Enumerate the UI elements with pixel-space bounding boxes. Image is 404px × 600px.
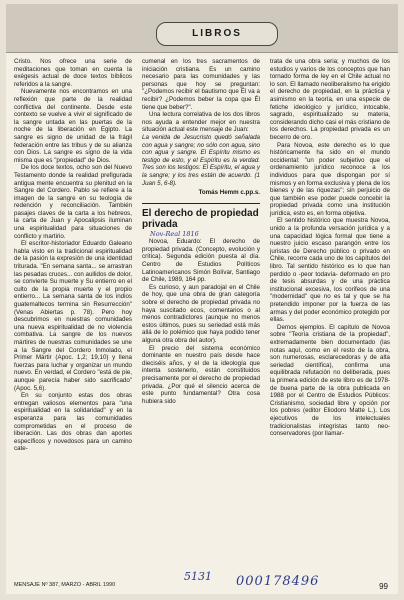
paragraph: El precio del sistema económico dominante en nuestro país desde hace dieciséis años, y el de la ideología que intenta sostenerlo, están constituidos precisamente por el derecho de propiedad privada. ¿Por qué el silencio acerca de este punto fundamental? Otra cosa hubiera sido — [142, 344, 260, 405]
section-title: LIBROS — [156, 22, 278, 46]
paragraph: El sentido histórico que muestra Novoa, unido a la profunda versación jurídica y a una capacidad lógica formal que tiene a nuestro juicio escaso parangón entre los juristas de Derecho público o privado en Chile, recorre cada uno de los capítulos del libro. Tal sentido histórico es lo que han perdido o -peor todavía- deformado en pro de tesis absurdas y de una práctica institucional excesiva, los corifeos de una "modernidad" que no es tal y que se ha pretendido imponer por la fuerza de las armas y del poder económico protegido por ellas. — [270, 217, 390, 324]
review-signature: Tomás Hemm c.pp.s. — [198, 189, 260, 197]
book-citation: Novoa, Eduardo: El derecho de propiedad privada. (Concepto, evolución y crítica). Segunda edición puesta al día. Centro de Estudios Políticos Latinoamericanos Simón Bolívar, Santiago de Chile, 1989, 164 pp. — [142, 238, 260, 284]
archive-stamp: 5131 — [184, 570, 212, 583]
divider — [142, 203, 260, 204]
paragraph: En su conjunto estas dos obras entregan valiosos elementos para "una espiritualidad en la solidaridad" y en la esperanza para las comunidades comprometidas en el proceso de liberación. Las dos obras dan aportes específicos y novedosos para un camino cate- — [14, 392, 132, 453]
paragraph: Una lectura correlativa de los dos libros nos ayuda a entender mejor en nuestra situación actual este mensaje de Juan: — [142, 111, 260, 134]
page-number: 99 — [379, 582, 388, 591]
magazine-page — [6, 4, 398, 594]
paragraph: Demos ejemplos. El capítulo de Novoa sobre "Teoría cristiana de la propiedad", extremadamente bien documentado (las notas aquí, como en el resto de la obra, son numerosas, esclarecedoras y de alta seriedad científica), confirma una equilibrada refutación no deliberada, pues la primera edición de este libro es de 1978- de buena parte de la obra publicada en 1988 por el Centro de Estudios Públicos: Cristianismo, sociedad libre y opción por los pobres (editor Eliodoro Matte L.). Los ejecutivos de los intelectuales tradicionalistas integristas tanto neo-conservadores (por llamar- — [270, 323, 390, 438]
paragraph: De los doce textos, ocho son del Nuevo Testamento donde la realidad prefigurada antigua mente encuentra su plenitud en la Sangre del Cordero. Pablo se refiere a la imagen de la sangre en su teología de redención y reconciliación. También pasajes claves de la carta a los hebreos, la carta de Juan y Apocalipsis iluminan una espiritualidad para situaciones de conflicto y martirio. — [14, 164, 132, 240]
paragraph: Cristo. Nos ofrece una serie de meditaciones que toman en cuenta la exégesis actual de doce textos bíblicos referidos a la sangre. — [14, 58, 132, 88]
column-2 — [142, 58, 260, 405]
header-band — [6, 4, 398, 53]
paragraph: Nuevamente nos encontramos en una reflexión que parte de la realidad conflictiva del continente. Desde este contexto se vuelve a vivir el significado de la sangre untada en las puertas de la noche de la liberación en Egipto. La sangre es signo de unidad de la frágil federación entre las tribus y de su alianza con Dios. La sangre es signo de la vida misma que es "propiedad" de Dios. — [14, 88, 132, 164]
article-title: El derecho de propiedad privada — [142, 207, 259, 230]
paragraph: cumenal en los tres sacramentos de iniciación cristiana. Es un camino necesario para las comunidades y las personas que hoy se preguntan: "¿Podemos recibir el bautismo que Él va a recibir? ¿Podemos beber la copa que Él tiene que beber?". — [142, 58, 260, 111]
bible-quote: La venida de Jesucristo quedó señalada con agua y sangre; no sólo con agua, sino con agua y sangre. El Espíritu mismo es testigo de esto, y el Espíritu es la verdad. Tres son los testigos: El Espíritu, el agua y la sangre; y los tres están de acuerdo. (1 Juan 5, 6-8). — [142, 133, 260, 187]
paragraph: Para Novoa, este derecho es lo que históricamente ha sido en el mundo occidental: "un poder subjetivo que el ordenamiento jurídico reconoce a los individuos para que dispongan por sí mismos y en forma exclusiva y plena de los bienes y de las riquezas"; sin perjuicio de que también ese poder puede concebir la propiedad privada como una institución jurídica, esto es, en forma objetiva. — [270, 141, 390, 217]
column-3 — [270, 58, 390, 438]
paragraph: trata de una obra seria; y muchos de los estudios y varios de los conceptos que han tornado forma de ley en el Chile actual no lo son. El llamado neoliberalismo ha erigido el derecho de propiedad, en la práctica y asimismo en la teoría, en una especie de fetiche ideológico y jurídico, intocable, sagrado, espiritualizado su materia, considerando dicho casi el más cristiano de los derechos. La propiedad privada es un becerro de oro. — [270, 58, 390, 141]
footer-issue: MENSAJE Nº 387, MARZO - ABRIL 1990 — [14, 582, 116, 588]
paragraph: Es curioso, y aun paradojal en el Chile de hoy, que una obra de gran categoría sobre el derecho de propiedad privada no haya suscitado ecos, comentarios o al menos contradictores (aunque no menos estos últimos, pues su seriedad está más allá de lo polémico que haya podido tener alguna otra obra del autor). — [142, 283, 260, 344]
paragraph: El escritor-historiador Eduardo Galeano habla visto en la tradicional espiritualidad de la pasión la expresión de una identidad triturada. "En semana santa... se arrastran las pesadas cruces... con aullidos de dolor, se convierte Su muerte y Su entierro en el culto de la propia muerte y el propio entierro... La semana santa de los indios guatemaltecos termina sin Resurrección" (Venas Abiertas p. 78). Pero hoy descubrimos en nuestras comunidades una nueva espiritualidad de no violencia combativa. La sangre de los nuevos mártires de nuestras comunidades se une a la Sangre del Cordero Inmolado, el Primer Mártir (Apoc. 1,2; 19,10) y llena fuerzas para luchar y organizar un mundo nuevo. En verdad, el Cordero "está de pie, aunque parecía haber sido sacrificado" (Apoc. 5,6). — [14, 240, 132, 392]
archive-number-stamp: 000178496 — [236, 574, 320, 589]
column-1 — [14, 58, 132, 453]
handwritten-note: Nov-Real 1816 — [150, 229, 199, 238]
